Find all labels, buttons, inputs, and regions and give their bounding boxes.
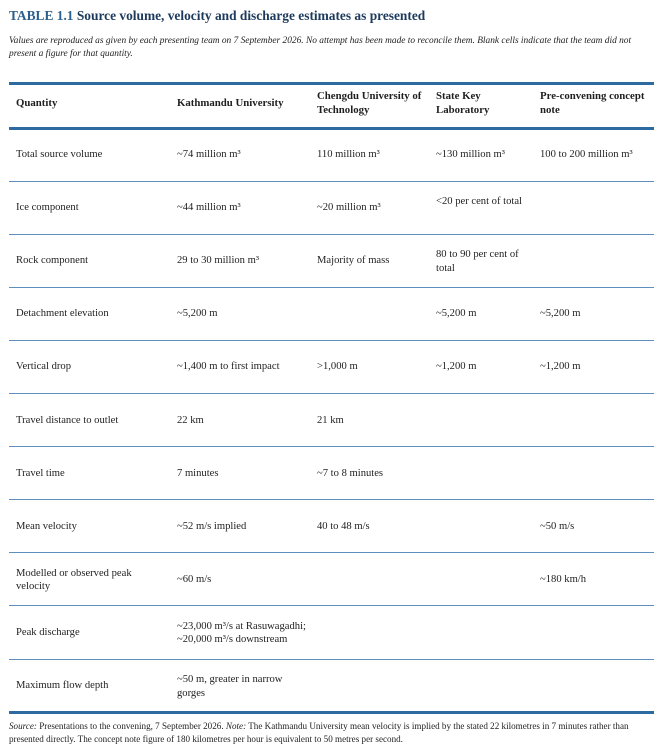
table-cell: 40 to 48 m/s xyxy=(317,520,370,532)
row-label: Mean velocity xyxy=(16,520,77,532)
column-header: Chengdu University of Technology xyxy=(317,90,422,116)
row-divider xyxy=(9,393,654,394)
table-cell: ~130 million m³ xyxy=(436,149,505,160)
row-divider xyxy=(9,340,654,341)
note-text: The Kathmandu University mean velocity is implied by the stated 22 kilometres in 7 minutes rather than presented directly. The concept note figure of 180 kilometres per hour is equivalent to 50 metres per second. xyxy=(9,721,629,744)
row-label: Rock component xyxy=(16,255,89,267)
table-title-text: Source volume, velocity and discharge estimates as presented xyxy=(76,8,426,23)
header-top-rule xyxy=(9,82,654,85)
table-cell: ~23,000 m³/s at Rasuwagadhi; ~20,000 m³/s downstream xyxy=(177,620,306,646)
table-cell: ~50 m, greater in narrow gorges xyxy=(177,674,283,699)
column-header: Kathmandu University xyxy=(177,97,284,109)
table-cell: ~1,400 m to first impact xyxy=(177,361,280,373)
row-label: Peak discharge xyxy=(16,626,80,638)
table-cell: ~180 km/h xyxy=(540,573,587,585)
table-cell: >1,000 m xyxy=(317,361,358,373)
row-label: Total source volume xyxy=(16,149,103,160)
header-bottom-rule xyxy=(9,127,654,130)
table-label: TABLE 1.1 xyxy=(9,8,74,23)
table-bottom-rule xyxy=(9,711,654,714)
table-cell: 29 to 30 million m³ xyxy=(177,255,260,267)
table-cell: 100 to 200 million m³ xyxy=(540,149,633,160)
row-label: Maximum flow depth xyxy=(16,680,109,691)
row-label: Detachment elevation xyxy=(16,308,109,320)
table-cell: ~52 m/s implied xyxy=(177,520,247,532)
table-cell: ~5,200 m xyxy=(436,308,477,320)
table-cell: 110 million m³ xyxy=(317,149,380,160)
table-cell: ~5,200 m xyxy=(540,308,581,320)
row-label: Vertical drop xyxy=(16,361,72,373)
row-divider xyxy=(9,605,654,606)
table-cell: ~1,200 m xyxy=(436,361,477,373)
table-note xyxy=(9,720,654,746)
row-divider xyxy=(9,234,654,235)
row-divider xyxy=(9,446,654,447)
table-cell: ~60 m/s xyxy=(177,573,212,585)
source-text: Presentations to the convening, 7 September 2026. xyxy=(39,721,224,731)
column-header: Quantity xyxy=(16,97,58,109)
row-label: Travel time xyxy=(16,467,65,479)
column-header: Pre-convening concept note xyxy=(540,90,645,116)
row-label: Modelled or observed peak velocity xyxy=(16,567,132,593)
table-cell: ~7 to 8 minutes xyxy=(317,467,384,479)
table-cell: ~74 million m³ xyxy=(177,149,241,160)
table-cell: 80 to 90 per cent of total xyxy=(436,249,519,274)
table-cell: ~20 million m³ xyxy=(317,202,381,214)
table-cell: 7 minutes xyxy=(177,467,219,479)
note-label: Note: xyxy=(225,721,247,731)
row-divider xyxy=(9,659,654,660)
column-header: State Key Laboratory xyxy=(436,90,490,116)
table-cell: ~50 m/s xyxy=(540,520,575,532)
table-title xyxy=(9,8,663,24)
table-cell: ~1,200 m xyxy=(540,361,581,373)
row-label: Ice component xyxy=(16,202,79,214)
table-cell: Majority of mass xyxy=(317,255,390,267)
table-cell: 22 km xyxy=(177,414,204,426)
table-cell: <20 per cent of total xyxy=(436,196,522,208)
row-divider xyxy=(9,287,654,288)
table-subtitle: Values are reproduced as given by each presenting team on 7 September 2026. No attempt has been made to reconcile them. Blank cells indicate that the team did not present a figure for that quantity. xyxy=(9,36,632,59)
table-cell: 21 km xyxy=(317,414,344,426)
row-divider xyxy=(9,499,654,500)
row-divider xyxy=(9,552,654,553)
row-divider xyxy=(9,181,654,182)
table-cell: ~5,200 m xyxy=(177,308,218,320)
table-cell: ~44 million m³ xyxy=(177,202,241,214)
source-label: Source: xyxy=(9,721,37,731)
row-label: Travel distance to outlet xyxy=(16,414,119,426)
